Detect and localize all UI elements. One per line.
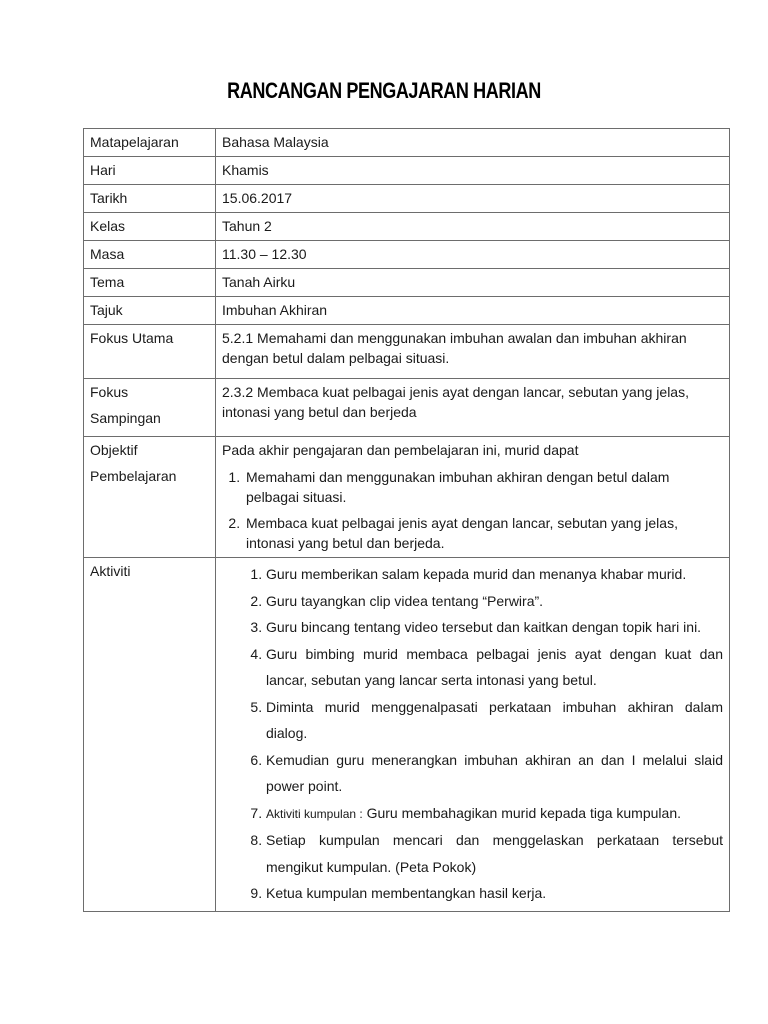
aktiviti-item: 2. Guru tayangkan clip videa tentang “Perwira”. [266, 588, 723, 615]
aktiviti-item: 6. Kemudian guru menerangkan imbuhan akhiran an dan I melalui slaid power point. [266, 747, 723, 800]
value-kelas: Tahun 2 [216, 213, 730, 241]
row-tarikh [84, 185, 730, 213]
value-hari: Khamis [216, 157, 730, 185]
aktiviti-item-text: Guru membahagikan murid kepada tiga kumpulan. [366, 804, 681, 821]
label-kelas: Kelas [84, 213, 216, 241]
document-title: RANCANGAN PENGAJARAN HARIAN [227, 78, 541, 103]
label-tema: Tema [84, 269, 216, 297]
objektif-item: 2. Membaca kuat pelbagai jenis ayat dengan lancar, sebutan yang jelas, intonasi yang betul dan berjeda. [244, 513, 723, 553]
label-matapelajaran: Matapelajaran [84, 129, 216, 157]
row-fokus-utama [84, 325, 730, 379]
row-tema [84, 269, 730, 297]
aktiviti-item: 1. Guru memberikan salam kepada murid dan menanya khabar murid. [266, 561, 723, 588]
value-aktiviti [216, 558, 730, 912]
value-masa: 11.30 – 12.30 [216, 241, 730, 269]
aktiviti-item: 9. Ketua kumpulan membentangkan hasil kerja. [266, 880, 723, 907]
row-objektif [84, 437, 730, 558]
row-kelas [84, 213, 730, 241]
row-fokus-sampingan [84, 379, 730, 437]
value-objektif [216, 437, 730, 558]
aktiviti-item [266, 800, 723, 828]
row-hari [84, 157, 730, 185]
value-tajuk: Imbuhan Akhiran [216, 297, 730, 325]
label-fokus-utama: Fokus Utama [84, 325, 216, 379]
label-masa: Masa [84, 241, 216, 269]
label-objektif [84, 437, 216, 558]
aktiviti-item: 4. Guru bimbing murid membaca pelbagai jenis ayat dengan kuat dan lancar, sebutan yang lancar serta intonasi yang betul. [266, 641, 723, 694]
label-objektif-line2: Pembelajaran [90, 468, 177, 484]
row-matapelajaran [84, 129, 730, 157]
row-masa [84, 241, 730, 269]
value-matapelajaran: Bahasa Malaysia [216, 129, 730, 157]
lesson-plan-table [83, 128, 730, 912]
row-tajuk [84, 297, 730, 325]
objektif-item: 1. Memahami dan menggunakan imbuhan akhiran dengan betul dalam pelbagai situasi. [244, 467, 723, 507]
aktiviti-item-prefix: Aktiviti kumpulan : [266, 806, 363, 821]
objektif-intro: Pada akhir pengajaran dan pembelajaran ini, murid dapat [222, 442, 579, 458]
label-tarikh: Tarikh [84, 185, 216, 213]
aktiviti-item: 5. Diminta murid menggenalpasati perkataan imbuhan akhiran dalam dialog. [266, 694, 723, 747]
value-tema: Tanah Airku [216, 269, 730, 297]
label-objektif-line1: Objektif [90, 442, 138, 458]
aktiviti-list [222, 561, 723, 907]
label-aktiviti: Aktiviti [84, 558, 216, 912]
aktiviti-item: 8. Setiap kumpulan mencari dan menggelaskan perkataan tersebut mengikut kumpulan. (Peta Pokok) [266, 827, 723, 880]
value-fokus-sampingan: 2.3.2 Membaca kuat pelbagai jenis ayat dengan lancar, sebutan yang jelas, intonasi yang betul dan berjeda [216, 379, 730, 437]
label-fokus-sampingan-line2: Sampingan [90, 410, 161, 426]
label-hari: Hari [84, 157, 216, 185]
label-fokus-sampingan-line1: Fokus [90, 384, 129, 400]
value-tarikh: 15.06.2017 [216, 185, 730, 213]
row-aktiviti [84, 558, 730, 912]
aktiviti-item: 3. Guru bincang tentang video tersebut dan kaitkan dengan topik hari ini. [266, 614, 723, 641]
label-fokus-sampingan [84, 379, 216, 437]
objektif-list [222, 467, 723, 553]
value-fokus-utama: 5.2.1 Memahami dan menggunakan imbuhan awalan dan imbuhan akhiran dengan betul dalam pelbagai situasi. [216, 325, 730, 379]
label-tajuk: Tajuk [84, 297, 216, 325]
